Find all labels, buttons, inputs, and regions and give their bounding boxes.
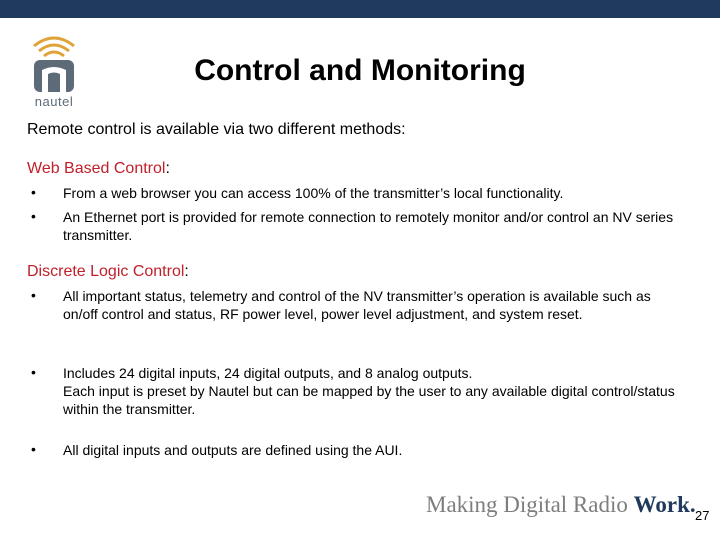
bullet-marker: • [31, 441, 36, 457]
footer-tagline-strong: Work. [633, 492, 696, 517]
logo-wordmark: nautel [34, 94, 74, 109]
page-number: 27 [695, 508, 710, 523]
section-heading-colon: : [184, 263, 189, 280]
intro-text: Remote control is available via two different methods: [27, 121, 406, 138]
bullet-marker: • [31, 364, 36, 380]
slide-title: Control and Monitoring [194, 54, 526, 87]
footer-tagline [426, 492, 696, 518]
section-heading-web [27, 160, 170, 178]
bullet-text: All digital inputs and outputs are defined using the AUI. [63, 442, 403, 458]
footer-tagline-text: Making Digital Radio [426, 492, 628, 517]
bullet-marker: • [31, 208, 36, 224]
bullet-marker: • [31, 287, 36, 303]
bullet-text: All important status, telemetry and control of the NV transmitter’s operation is available such as on/off control and status, RF power level, power level adjustment, and system reset. [63, 288, 651, 322]
section-heading-discrete [27, 263, 189, 281]
header-bar [0, 0, 720, 18]
bullet-text: An Ethernet port is provided for remote connection to remotely monitor and/or control an NV series transmitter. [63, 209, 674, 243]
section-heading-colon: : [165, 160, 170, 177]
section-heading-text: Web Based Control [27, 160, 166, 177]
bullet-marker: • [31, 184, 36, 200]
bullet-text: Includes 24 digital inputs, 24 digital outputs, and 8 analog outputs. [63, 365, 473, 381]
bullet-text: From a web browser you can access 100% of the transmitter’s local functionality. [63, 185, 564, 201]
bullet-text-continued: Each input is preset by Nautel but can be mapped by the user to any available digital control/status within the transmitter. [63, 383, 675, 417]
section-heading-text: Discrete Logic Control [27, 263, 185, 280]
